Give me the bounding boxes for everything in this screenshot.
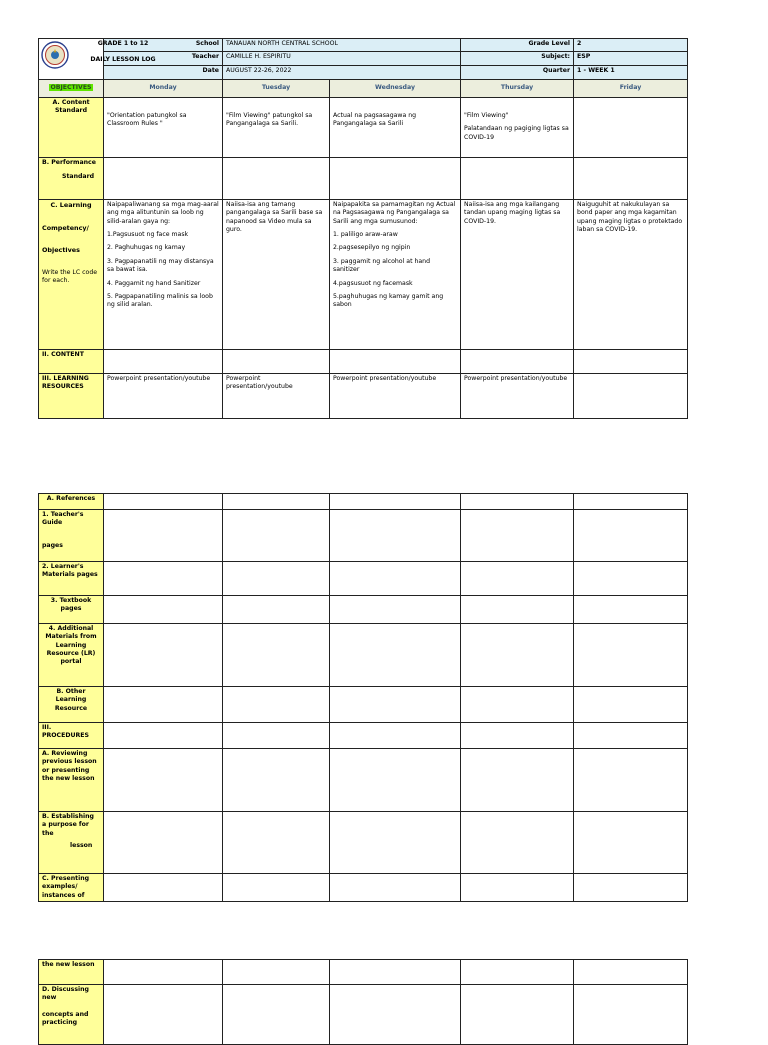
thursday-content-standard: "Film Viewing" Palatandaan ng pagiging ligtas sa COVID-19 (461, 98, 574, 158)
friday-header: Friday (574, 80, 688, 98)
table-row-competency (39, 200, 688, 350)
deped-seal-icon (41, 41, 69, 69)
wednesday-performance-standard (330, 158, 461, 200)
tuesday-content-standard: "Film Viewing" patungkol sa Pangangalaga sa Sarili. (223, 98, 330, 158)
performance-standard-label: B. Performance Standard (39, 158, 104, 200)
date-label: Date (104, 66, 223, 80)
establishing-label: B. Establishing a purpose for the lesson (39, 812, 104, 874)
school-value: TANAUAN NORTH CENTRAL SCHOOL (223, 39, 461, 52)
monday-content-standard: "Orientation patungkol sa Classroom Rules " (104, 98, 223, 158)
friday-competency: Naiguguhit at nakukulayan sa bond paper ang mga kagamitan upang maging ligtas o protektado laban sa COVID-19. (574, 200, 688, 350)
grade-level-value: 2 (574, 39, 688, 52)
textbook-label: 3. Textbook pages (39, 596, 104, 624)
monday-competency: Naipapaliwanang sa mga mag-aaral ang mga alituntunin sa loob ng silid-aralan gaya ng: 1.Pagsusuot ng face mask 2. Paghuhugas ng kamay 3. Pagpapanatili ng may distansya sa bawat isa. 4. Paggamit ng hand Sanitizer 5. Pagpapanatiling malinis sa loob ng silid aralan. (104, 200, 223, 350)
subject-value: ESP (574, 52, 688, 66)
wednesday-competency: Naipapakita sa pamamagitan ng Actual na Pagsasagawa ng Pangangalaga sa Sarili ang mga sumusunod: 1. paliligo araw-araw 2.pagsesepilyo ng ngipin 3. paggamit ng alcohol at hand sanitizer 4.pagsusuot ng facemask 5.paghuhugas ng kamay gamit ang sabon (330, 200, 461, 350)
thursday-performance-standard (461, 158, 574, 200)
procedures-label: III. PROCEDURES (39, 723, 104, 749)
table-row-teachers-guide (39, 510, 688, 562)
monday-header: Monday (104, 80, 223, 98)
tuesday-performance-standard (223, 158, 330, 200)
doc-title: DAILY LESSON LOG (90, 56, 156, 63)
presenting-label: C. Presenting examples/ instances of (39, 874, 104, 902)
subject-label: Subject: (461, 52, 574, 66)
wednesday-content-standard: Actual na pagsasagawa ng Pangangalaga sa Sarili (330, 98, 461, 158)
table-row-learners-materials (39, 562, 688, 596)
school-label: School (104, 39, 223, 52)
lesson-log-table-main (38, 38, 688, 419)
additional-materials-label: 4. Additional Materials from Learning Resource (LR) portal (39, 624, 104, 687)
thursday-resources: Powerpoint presentation/youtube (461, 374, 574, 419)
table-row-performance-standard (39, 158, 688, 200)
deped-seal-cell (39, 39, 156, 80)
objectives-header: OBJECTIVES (39, 80, 104, 98)
quarter-value: 1 - WEEK 1 (574, 66, 688, 80)
tuesday-content (223, 350, 330, 374)
learners-materials-label: 2. Learner's Materials pages (39, 562, 104, 596)
friday-resources (574, 374, 688, 419)
tuesday-header: Tuesday (223, 80, 330, 98)
table-row-new-lesson (39, 960, 688, 985)
tuesday-competency: Naiisa-isa ang tamang pangangalaga sa Sarili base sa napanood sa Video mula sa guro. (223, 200, 330, 350)
content-standard-label: A. Content Standard (39, 98, 104, 158)
learning-resources-label: III. LEARNING RESOURCES (39, 374, 104, 419)
teachers-guide-label: 1. Teacher's Guide pages (39, 510, 104, 562)
wednesday-header: Wednesday (330, 80, 461, 98)
table-row-procedures (39, 723, 688, 749)
content-label: II. CONTENT (39, 350, 104, 374)
table-row-content (39, 350, 688, 374)
friday-content (574, 350, 688, 374)
table-row-discussing (39, 985, 688, 1045)
thursday-header: Thursday (461, 80, 574, 98)
thursday-content (461, 350, 574, 374)
table-row-other-resource (39, 687, 688, 723)
table-row-establishing (39, 812, 688, 874)
wednesday-content (330, 350, 461, 374)
quarter-label: Quarter (461, 66, 574, 80)
reviewing-label: A. Reviewing previous lesson or presenting the new lesson (39, 749, 104, 812)
competency-label: C. Learning Competency/ Objectives Write the LC code for each. (39, 200, 104, 350)
friday-content-standard (574, 98, 688, 158)
friday-performance-standard (574, 158, 688, 200)
new-lesson-label: the new lesson (39, 960, 104, 985)
table-row-reviewing (39, 749, 688, 812)
monday-resources: Powerpoint presentation/youtube (104, 374, 223, 419)
tuesday-resources: Powerpoint presentation/youtube (223, 374, 330, 419)
table-row-content-standard (39, 98, 688, 158)
table-row-presenting (39, 874, 688, 902)
other-resource-label: B. Other Learning Resource (39, 687, 104, 723)
table-row-references (39, 494, 688, 510)
monday-performance-standard (104, 158, 223, 200)
table-row-textbook (39, 596, 688, 624)
wednesday-resources: Powerpoint presentation/youtube (330, 374, 461, 419)
references-label: A. References (39, 494, 104, 510)
grade-label: GRADE 1 to 12 (97, 40, 149, 47)
monday-content (104, 350, 223, 374)
date-value: AUGUST 22-26, 2022 (223, 66, 461, 80)
table-row-learning-resources (39, 374, 688, 419)
thursday-competency: Naiisa-isa ang mga kailangang tandan upang maging ligtas sa COVID-19. (461, 200, 574, 350)
table-row-additional-materials (39, 624, 688, 687)
teacher-value: CAMILLE H. ESPIRITU (223, 52, 461, 66)
teacher-label: Teacher (104, 52, 223, 66)
lesson-log-table-resources (38, 493, 688, 902)
lesson-log-table-procedures (38, 959, 688, 1045)
discussing-label: D. Discussing new concepts and practicing (39, 985, 104, 1045)
grade-level-label: Grade Level (461, 39, 574, 52)
